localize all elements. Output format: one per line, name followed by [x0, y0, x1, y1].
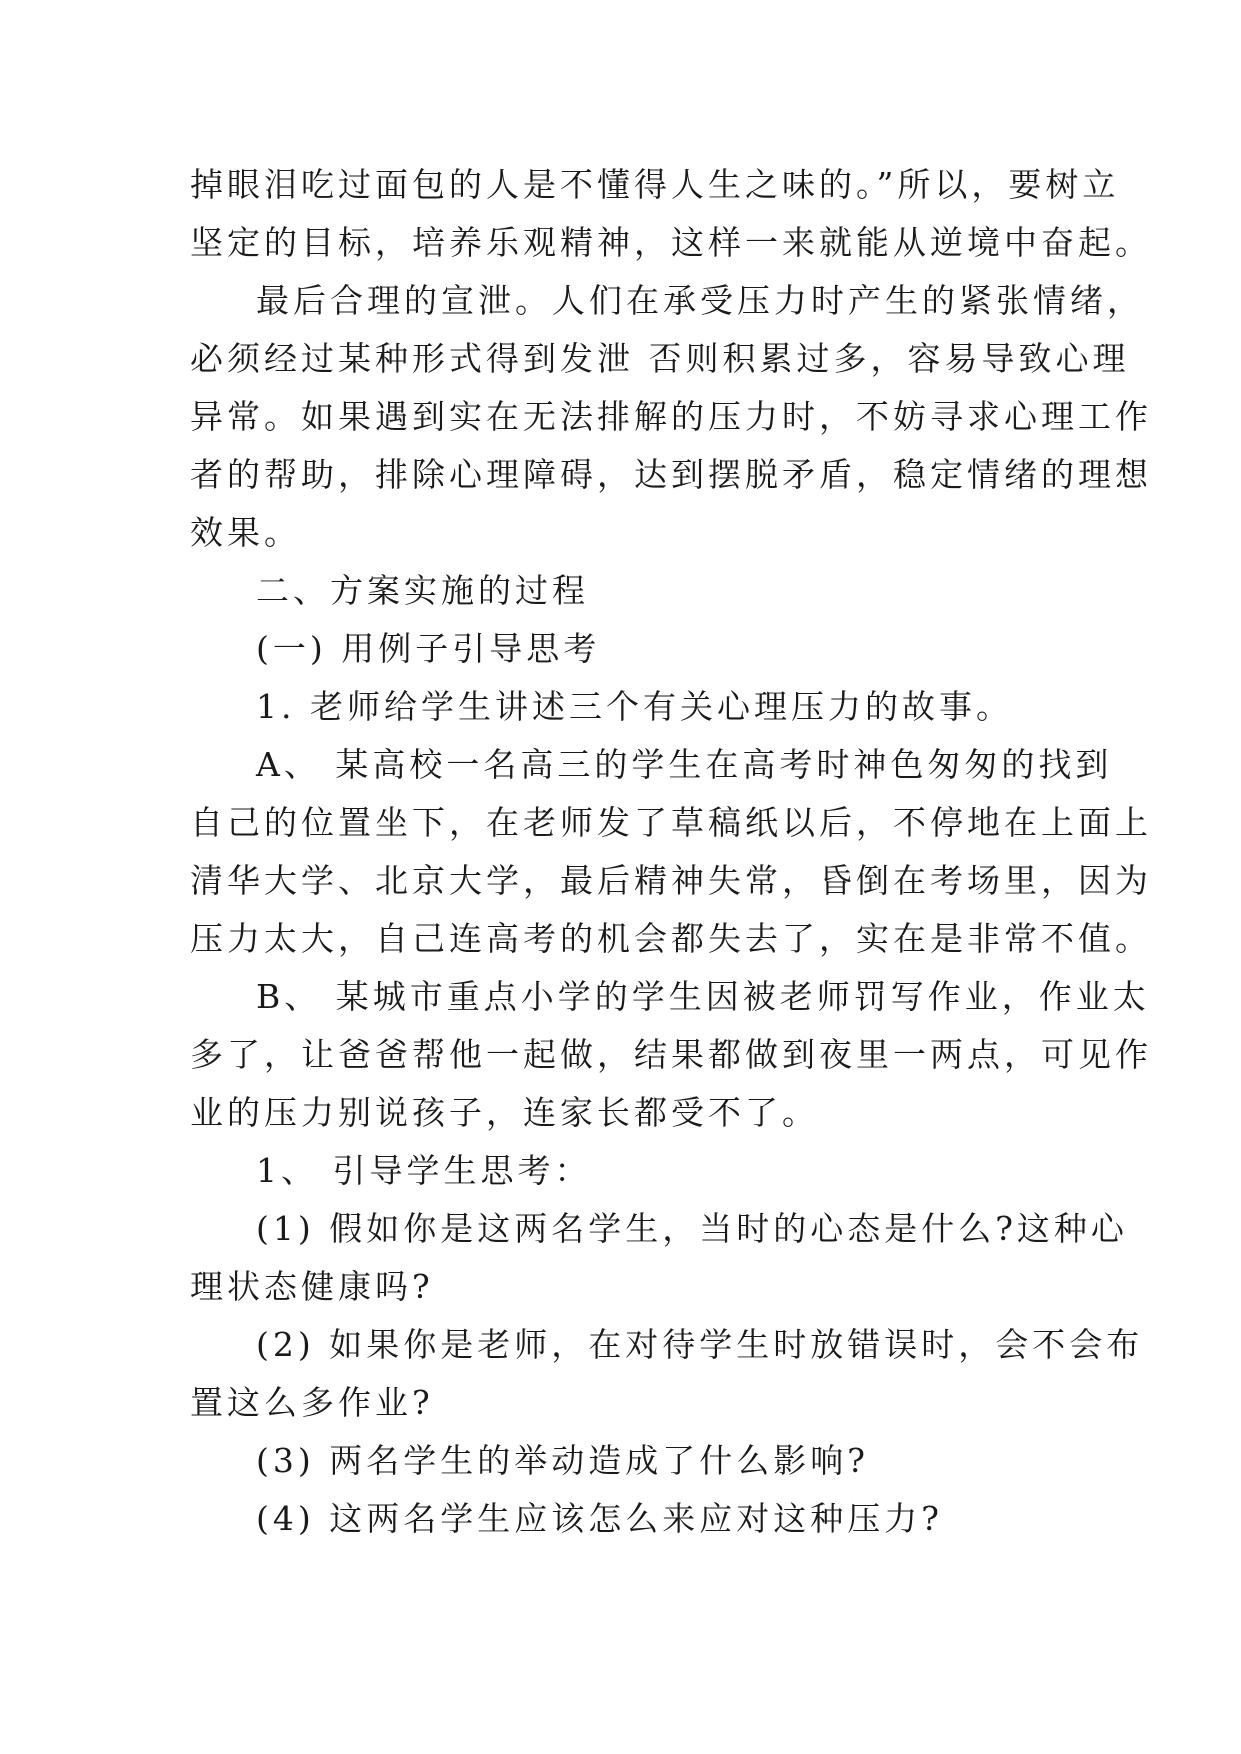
list-item: 1、 引导学生思考： — [256, 1151, 592, 1190]
list-item: 1. 老师给学生讲述三个有关心理压力的故事。 — [256, 687, 1013, 726]
text-line: 清华大学、北京大学，最后精神失常，昏倒在考场里，因为 — [190, 861, 1152, 900]
question-3: (3) 两名学生的举动造成了什么影响? — [256, 1441, 869, 1480]
section-heading: 二、方案实施的过程 — [256, 571, 589, 610]
text-line: 效果。 — [190, 513, 301, 552]
text-line: 置这么多作业? — [190, 1383, 434, 1422]
text-line: 多了，让爸爸帮他一起做，结果都做到夜里一两点，可见作 — [190, 1035, 1152, 1074]
text-line: 异常。如果遇到实在无法排解的压力时，不妨寻求心理工作 — [190, 397, 1152, 436]
paragraph-start: 最后合理的宣泄。人们在承受压力时产生的紧张情绪， — [256, 281, 1144, 320]
subsection-heading: (一) 用例子引导思考 — [256, 629, 601, 668]
text-line: 业的压力别说孩子，连家长都受不了。 — [190, 1093, 819, 1132]
question-2: (2) 如果你是老师，在对待学生时放错误时，会不会布 — [256, 1325, 1144, 1364]
question-1: (1) 假如你是这两名学生，当时的心态是什么?这种心 — [256, 1209, 1128, 1248]
story-a-start: A、 某高校一名高三的学生在高考时神色匆匆的找到 — [256, 745, 1113, 784]
question-4: (4) 这两名学生应该怎么来应对这种压力? — [256, 1499, 943, 1538]
text-line: 者的帮助，排除心理障碍，达到摆脱矛盾，稳定情绪的理想 — [190, 455, 1152, 494]
text-line: 自己的位置坐下，在老师发了草稿纸以后，不停地在上面上 — [190, 803, 1152, 842]
text-line: 掉眼泪吃过面包的人是不懂得人生之味的。”所以，要树立 — [190, 165, 1120, 204]
text-line: 理状态健康吗? — [190, 1267, 434, 1306]
story-b-start: B、 某城市重点小学的学生因被老师罚写作业，作业太 — [256, 977, 1150, 1016]
text-line: 坚定的目标，培养乐观精神，这样一来就能从逆境中奋起。 — [190, 223, 1152, 262]
text-line: 必须经过某种形式得到发泄 否则积累过多，容易导致心理 — [190, 339, 1130, 378]
text-line: 压力太大，自己连高考的机会都失去了，实在是非常不值。 — [190, 919, 1152, 958]
